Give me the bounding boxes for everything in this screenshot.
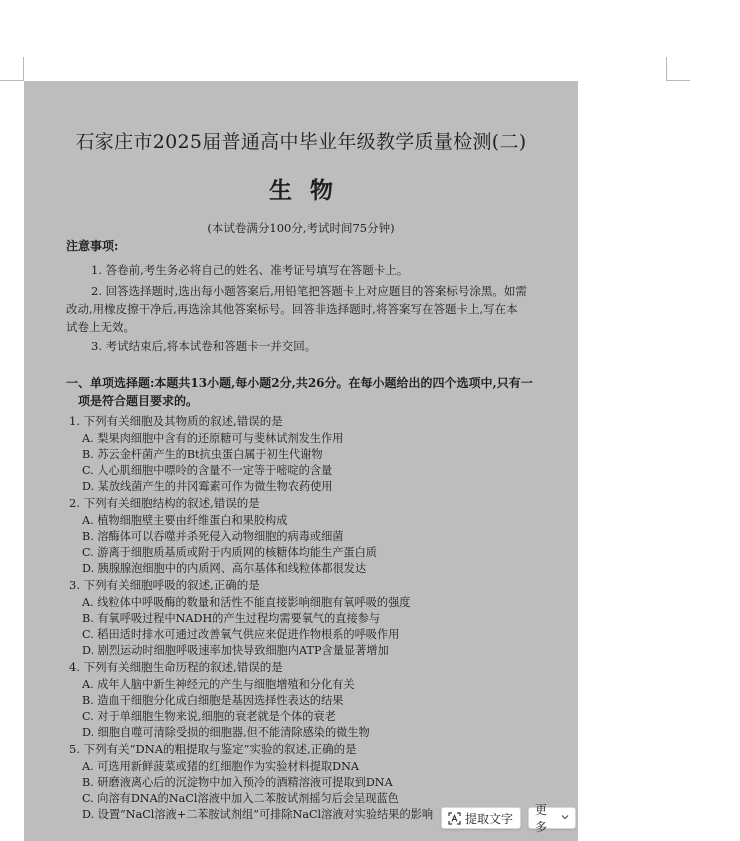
more-button[interactable] xyxy=(528,803,576,834)
question-5-option-d: D. 设置“NaCl溶液+二苯胺试剂组”可排除NaCl溶液对实验结果的影响 xyxy=(82,808,434,821)
question-2-option-a: A. 植物细胞壁主要由纤维蛋白和果胶构成 xyxy=(82,514,288,527)
crop-mark-top-left xyxy=(0,57,24,81)
section-heading-line-1: 一、单项选择题:本题共13小题,每小题2分,共26分。在每小题给出的四个选项中,只有一 xyxy=(66,376,533,390)
note-2-line-3: 试卷上无效。 xyxy=(66,320,135,334)
question-1-stem: 1. 下列有关细胞及其物质的叙述,错误的是 xyxy=(69,414,283,428)
question-5-option-c: C. 向溶有DNA的NaCl溶液中加入二苯胺试剂摇匀后会呈现蓝色 xyxy=(82,792,399,805)
exam-info: (本试卷满分100分,考试时间75分钟) xyxy=(207,221,395,235)
question-2-option-c: C. 游离于细胞质基质或附于内质网的核糖体均能生产蛋白质 xyxy=(82,546,377,559)
question-1-option-c: C. 人心肌细胞中嘌呤的含量不一定等于嘧啶的含量 xyxy=(82,464,333,477)
document-title: 石家庄市2025届普通高中毕业年级教学质量检测(二) xyxy=(75,131,527,153)
notes-heading: 注意事项: xyxy=(66,239,119,253)
question-4-stem: 4. 下列有关细胞生命历程的叙述,错误的是 xyxy=(69,660,283,674)
section-heading-line-2: 项是符合题目要求的。 xyxy=(78,394,199,408)
question-2-stem: 2. 下列有关细胞结构的叙述,错误的是 xyxy=(69,496,260,510)
question-1-option-b: B. 苏云金杆菌产生的Bt抗虫蛋白属于初生代谢物 xyxy=(82,448,323,461)
question-3-stem: 3. 下列有关细胞呼吸的叙述,正确的是 xyxy=(69,578,260,592)
question-4-option-a: A. 成年人脑中新生神经元的产生与细胞增殖和分化有关 xyxy=(82,678,355,691)
extract-text-label: 提取文字 xyxy=(465,811,514,826)
question-3-option-b: B. 有氧呼吸过程中NADH的产生过程均需要氧气的直接参与 xyxy=(82,612,381,625)
note-1: 1. 答卷前,考生务必将自己的姓名、准考证号填写在答题卡上。 xyxy=(91,263,409,277)
text-recognition-icon xyxy=(448,812,461,825)
extract-text-button[interactable] xyxy=(441,807,521,829)
crop-mark-top-right xyxy=(666,57,690,81)
note-2-line-2: 改动,用橡皮擦干净后,再选涂其他答案标号。回答非选择题时,将答案写在答题卡上,写在本 xyxy=(66,302,518,316)
question-5-option-b: B. 研磨液离心后的沉淀物中加入预冷的酒精溶液可提取到DNA xyxy=(82,776,393,789)
question-1-option-a: A. 梨果肉细胞中含有的还原糖可与斐林试剂发生作用 xyxy=(82,432,344,445)
question-5-option-a: A. 可选用新鲜菠菜或猪的红细胞作为实验材料提取DNA xyxy=(82,760,359,773)
question-4-option-d: D. 细胞自噬可清除受损的细胞器,但不能清除感染的微生物 xyxy=(82,726,370,739)
chevron-down-icon xyxy=(561,813,569,823)
note-3: 3. 考试结束后,将本试卷和答题卡一并交回。 xyxy=(91,339,317,353)
question-5-stem: 5. 下列有关“DNA的粗提取与鉴定”实验的叙述,正确的是 xyxy=(69,742,357,756)
section-heading xyxy=(66,374,560,410)
question-3-option-a: A. 线粒体中呼吸酶的数量和活性不能直接影响细胞有氧呼吸的强度 xyxy=(82,596,411,609)
subject-title: 生物 xyxy=(269,177,351,204)
question-1-option-d: D. 某放线菌产生的井冈霉素可作为微生物农药使用 xyxy=(82,480,333,493)
question-2-option-d: D. 胰腺腺泡细胞中的内质网、高尔基体和线粒体都很发达 xyxy=(82,562,367,575)
more-label: 更多 xyxy=(535,803,548,834)
question-4-option-b: B. 造血干细胞分化成白细胞是基因选择性表达的结果 xyxy=(82,694,344,707)
question-3-option-c: C. 稻田适时排水可通过改善氧气供应来促进作物根系的呼吸作用 xyxy=(82,628,400,641)
question-4-option-c: C. 对于单细胞生物来说,细胞的衰老就是个体的衰老 xyxy=(82,710,336,723)
question-3-option-d: D. 剧烈运动时细胞呼吸速率加快导致细胞内ATP含量显著增加 xyxy=(82,644,389,657)
question-2-option-b: B. 溶酶体可以吞噬并杀死侵入动物细胞的病毒或细菌 xyxy=(82,530,344,543)
document-page xyxy=(24,81,578,841)
note-2-line-1: 2. 回答选择题时,选出每小题答案后,用铅笔把答题卡上对应题目的答案标号涂黑。如需 xyxy=(91,284,527,298)
